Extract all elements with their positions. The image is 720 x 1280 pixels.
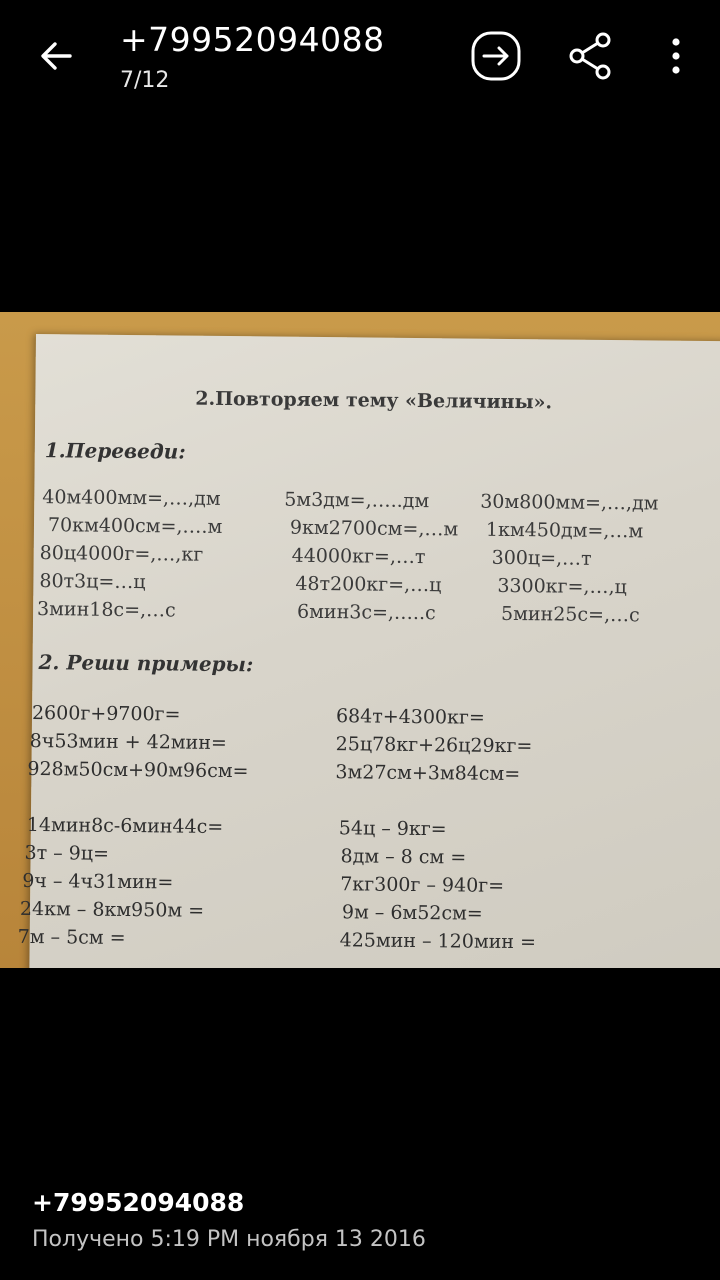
more-options-button[interactable] xyxy=(648,28,704,84)
example-item: 3м27см+3м84см= xyxy=(335,761,521,786)
photo-image[interactable] xyxy=(0,312,720,968)
worksheet-title: 2.Повторяем тему «Величины». xyxy=(195,387,553,414)
received-timestamp: Получено 5:19 PM ноября 13 2016 xyxy=(32,1227,426,1252)
convert-item: 30м800мм=,…,дм xyxy=(480,490,659,515)
convert-item: 6мин3с=,…..с xyxy=(296,600,436,625)
convert-item: 5мин25с=,…с xyxy=(500,602,640,627)
convert-item: 300ц=,…т xyxy=(491,546,592,570)
share-icon xyxy=(566,31,616,81)
example-item: 25ц78кг+26ц29кг= xyxy=(335,733,533,758)
convert-item: 44000кг=,…т xyxy=(291,544,426,569)
example-item: 2600г+9700г= xyxy=(31,701,181,726)
message-caption xyxy=(32,1188,426,1252)
image-counter: 7/12 xyxy=(120,68,170,93)
convert-item: 3мин18с=,…с xyxy=(37,598,176,622)
example-item: 9м – 6м52см= xyxy=(341,901,483,925)
example-item: 7кг300г – 940г= xyxy=(340,873,505,897)
example-item: 8ч53мин + 42мин= xyxy=(29,729,227,755)
example-item: 928м50см+90м96см= xyxy=(27,757,249,783)
convert-item: 1км450дм=,…м xyxy=(485,518,644,543)
example-item: 54ц – 9кг= xyxy=(338,817,447,841)
convert-item: 40м400мм=,…,дм xyxy=(42,486,221,510)
example-item: 24км – 8км950м = xyxy=(19,897,205,922)
example-item: 8дм – 8 см = xyxy=(340,845,467,869)
top-bar xyxy=(0,0,720,112)
convert-item: 80т3ц=…ц xyxy=(39,570,146,594)
back-button[interactable] xyxy=(24,30,88,82)
share-button[interactable] xyxy=(563,28,619,84)
example-item: 7м – 5см = xyxy=(17,925,126,949)
sender-number: +79952094088 xyxy=(32,1188,245,1217)
convert-item: 80ц4000г=,…,кг xyxy=(39,542,204,566)
convert-item: 48т200кг=,…ц xyxy=(295,572,442,597)
example-item: 9ч – 4ч31мин= xyxy=(22,869,174,894)
section-heading: 2. Реши примеры: xyxy=(38,650,254,677)
arrow-left-icon xyxy=(36,36,76,76)
forward-arrow-icon xyxy=(470,30,522,82)
example-item: 425мин – 120мин = xyxy=(339,929,537,954)
section-heading: 1.Переведи: xyxy=(44,438,186,464)
example-item: 14мин8с-6мин44с= xyxy=(26,813,224,838)
more-vertical-icon xyxy=(666,36,686,76)
forward-button[interactable] xyxy=(468,28,524,84)
convert-item: 3300кг=,…,ц xyxy=(497,574,627,599)
example-item: 684т+4300кг= xyxy=(335,705,485,729)
convert-item: 5м3дм=,…..дм xyxy=(284,488,430,513)
worksheet-paper xyxy=(17,334,720,968)
convert-item: 70км400см=,….м xyxy=(47,514,223,538)
conversation-title: +79952094088 xyxy=(120,20,385,59)
example-item: 3т – 9ц= xyxy=(24,841,110,865)
convert-item: 9км2700см=,…м xyxy=(289,516,459,541)
